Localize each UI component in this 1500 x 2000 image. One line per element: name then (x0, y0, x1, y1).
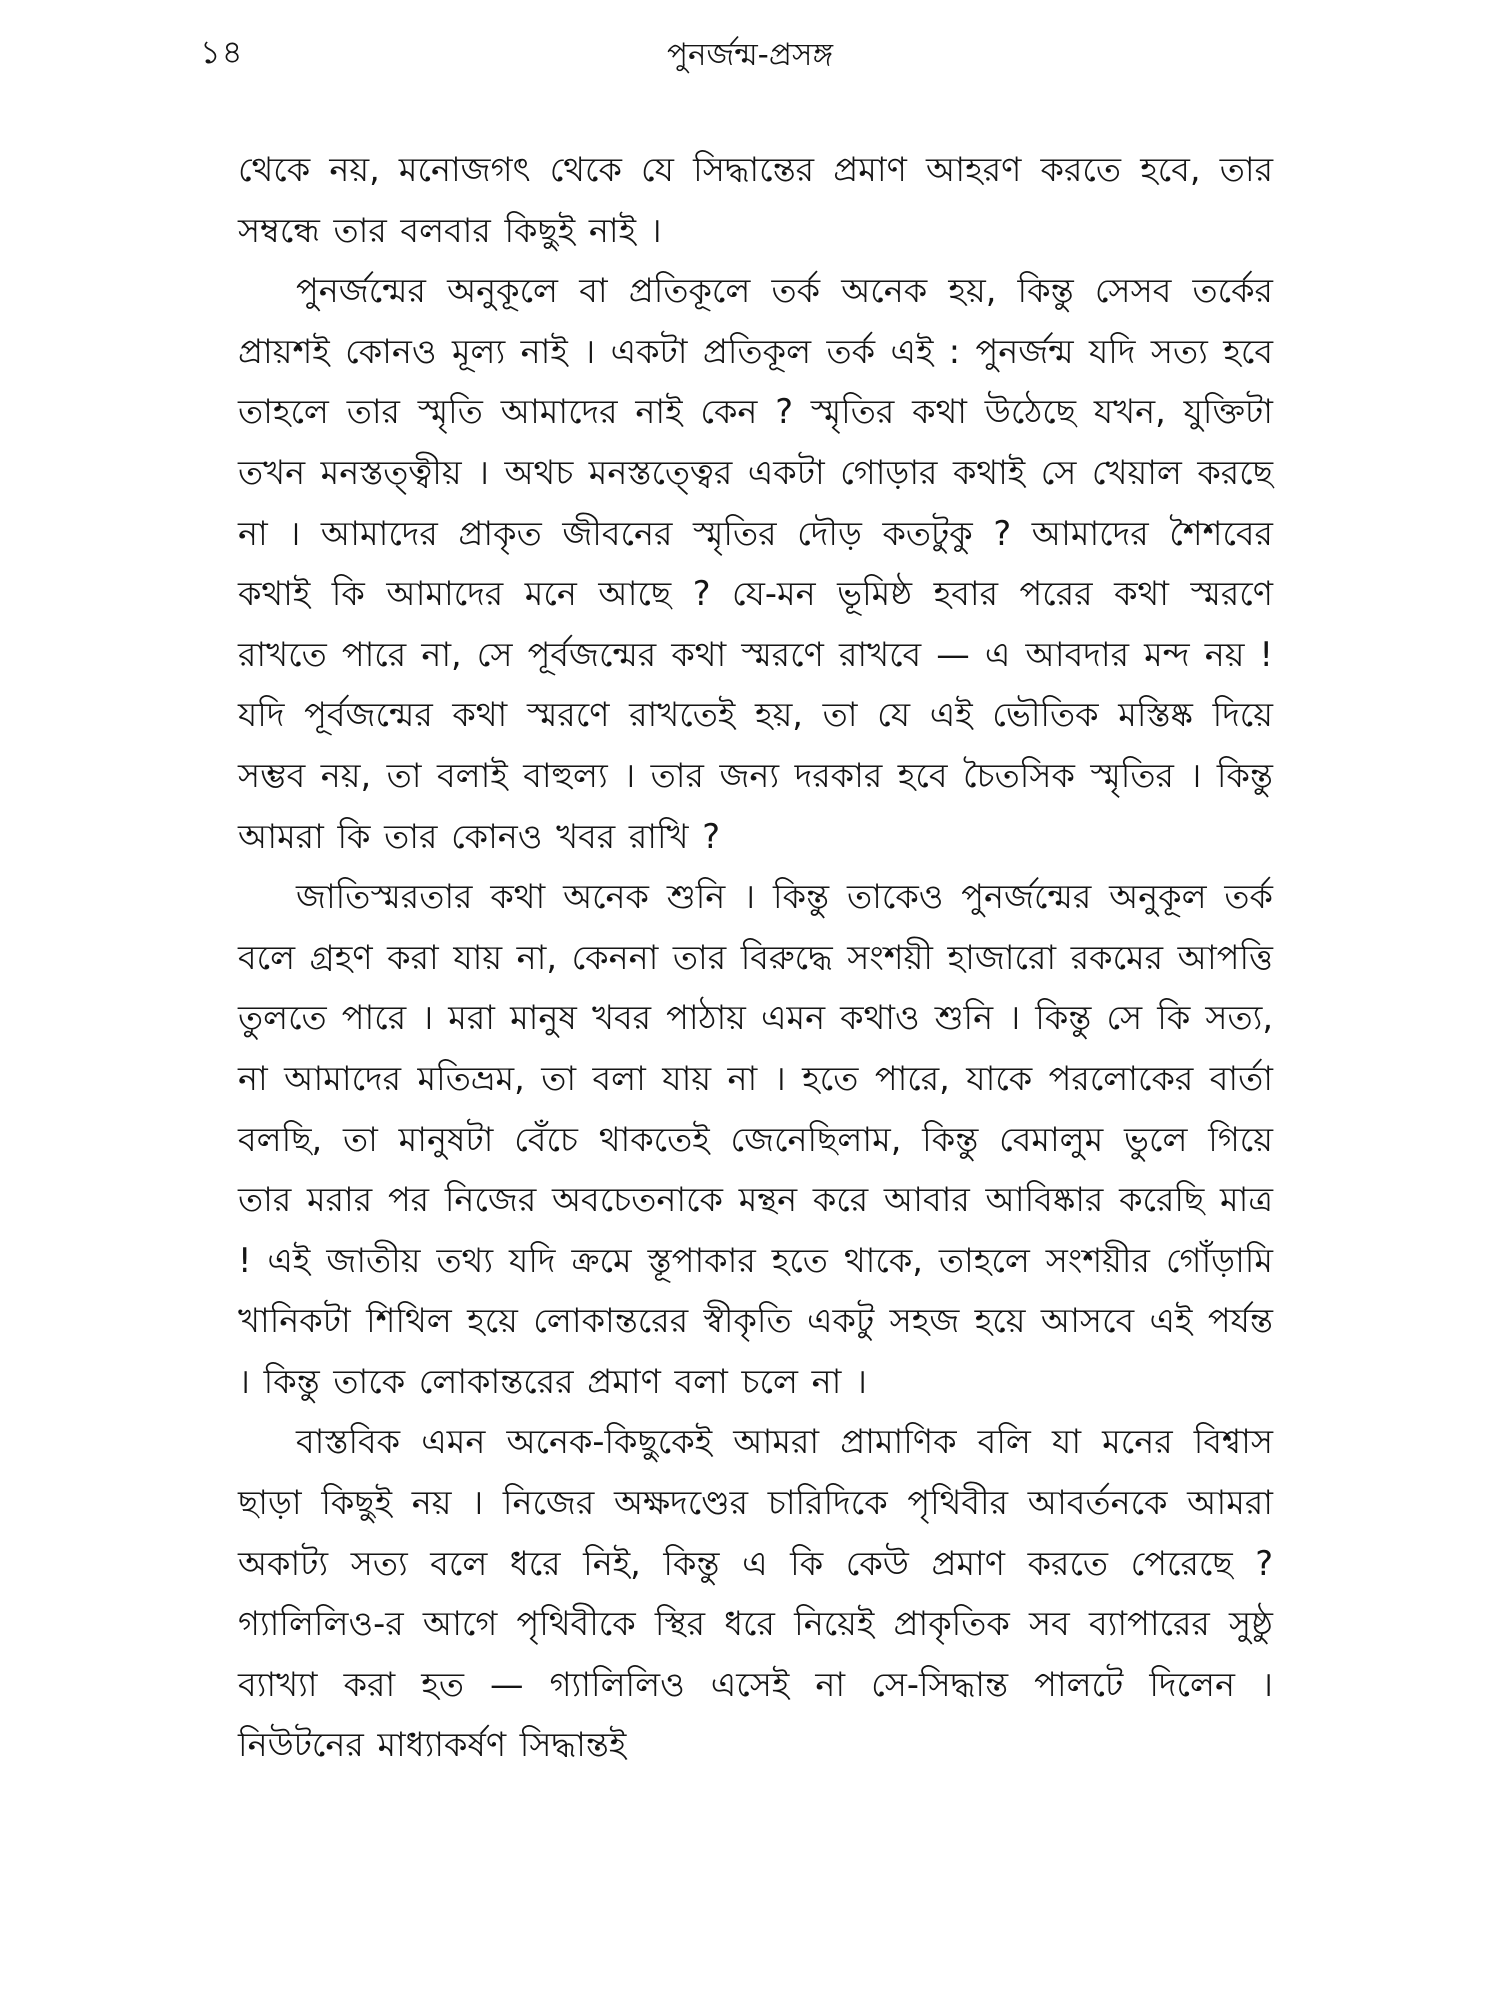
paragraph-3: জাতিস্মরতার কথা অনেক শুনি । কিন্তু তাকেও পুনর্জন্মের অনুকূল তর্ক বলে গ্রহণ করা যায় না, কেননা তার বিরুদ্ধে সংশয়ী হাজারো রকমের আপত্তি তুলতে পারে । মরা মানুষ খবর পাঠায় এমন কথাও শুনি । কিন্তু সে কি সত্য, না আমাদের মতিভ্রম, তা বলা যায় না । হতে পারে, যাকে পরলোকের বার্তা বলছি, তা মানুষটা বেঁচে থাকতেই জেনেছিলাম, কিন্তু বেমালুম ভুলে গিয়ে তার মরার পর নিজের অবচেতনাকে মন্থন করে আবার আবিষ্কার করেছি মাত্র ! এই জাতীয় তথ্য যদি ক্রমে স্তূপাকার হতে থাকে, তাহলে সংশয়ীর গোঁড়ামি খানিকটা শিথিল হয়ে লোকান্তরের স্বীকৃতি একটু সহজ হয়ে আসবে এই পর্যন্ত । কিন্তু তাকে লোকান্তরের প্রমাণ বলা চলে না । (238, 877, 1273, 1401)
page-number: ১৪ (200, 33, 244, 71)
paragraph-1: থেকে নয়, মনোজগৎ থেকে যে সিদ্ধান্তের প্রমাণ আহরণ করতে হবে, তার সম্বন্ধে তার বলবার কিছুই নাই । (238, 150, 1273, 250)
paragraph-2: পুনর্জন্মের অনুকূলে বা প্রতিকূলে তর্ক অনেক হয়, কিন্তু সেসব তর্কের প্রায়শই কোনও মূল্য নাই । একটা প্রতিকূল তর্ক এই : পুনর্জন্ম যদি সত্য হবে তাহলে তার স্মৃতি আমাদের নাই কেন ? স্মৃতির কথা উঠেছে যখন, যুক্তিটা তখন মনস্তত্ত্বীয় । অথচ মনস্তত্ত্বের একটা গোড়ার কথাই সে খেয়াল করছে না । আমাদের প্রাকৃত জীবনের স্মৃতির দৌড় কতটুকু ? আমাদের শৈশবের কথাই কি আমাদের মনে আছে ? যে-মন ভূমিষ্ঠ হবার পরের কথা স্মরণে রাখতে পারে না, সে পূর্বজন্মের কথা স্মরণে রাখবে — এ আবদার মন্দ নয় ! যদি পূর্বজন্মের কথা স্মরণে রাখতেই হয়, তা যে এই ভৌতিক মস্তিষ্ক দিয়ে সম্ভব নয়, তা বলাই বাহুল্য । তার জন্য দরকার হবে চৈতসিক স্মৃতির । কিন্তু আমরা কি তার কোনও খবর রাখি ? (238, 271, 1273, 856)
body-text (238, 140, 1273, 1776)
paragraph-4: বাস্তবিক এমন অনেক-কিছুকেই আমরা প্রামাণিক বলি যা মনের বিশ্বাস ছাড়া কিছুই নয় । নিজের অক্ষদণ্ডের চারিদিকে পৃথিবীর আবর্তনকে আমরা অকাট্য সত্য বলে ধরে নিই, কিন্তু এ কি কেউ প্রমাণ করতে পেরেছে ? গ্যালিলিও-র আগে পৃথিবীকে স্থির ধরে নিয়েই প্রাকৃতিক সব ব্যাপারের সুষ্ঠু ব্যাখ্যা করা হত — গ্যালিলিও এসেই না সে-সিদ্ধান্ত পালটে দিলেন । নিউটনের মাধ্যাকর্ষণ সিদ্ধান্তই (238, 1422, 1273, 1765)
running-title: পুনর্জন্ম-প্রসঙ্গ (666, 37, 834, 73)
